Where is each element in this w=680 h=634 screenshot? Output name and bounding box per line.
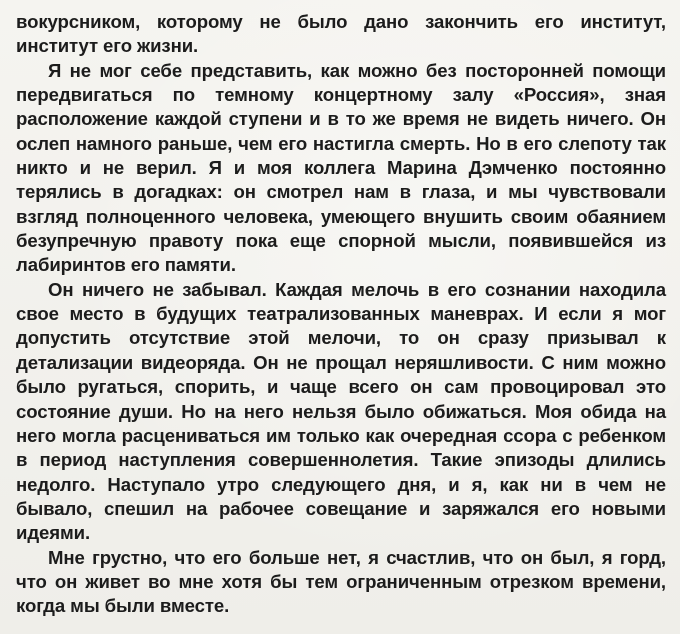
paragraph-sad-happy-proud: Мне грустно, что его больше нет, я счастлив, что он был, я горд, что он живет во мне хотя бы тем ограниченным отрезком времени, когда мы были вместе. [16,546,666,617]
paragraph-never-forgot: Он ничего не забывал. Каждая мелочь в его сознании находила свое место в будущих театрализованных маневрах. И если я мог допустить отсутствие этой мелочи, то он сразу призывал к детализации видеоряда. Он не прощал неряшливости. С ним можно было ругаться, спорить, и чаще всего он сам провоцировал это состояние души. Но на него нельзя было обижаться. Моя обида на него могла расцениваться им только как очередная ссора с ребенком в период наступления совершеннолетия. Такие эпизоды длились недолго. Наступало утро следующего дня, и я, как ни в чем не бывало, спешил на рабочее совещание и заряжался его новыми идеями. [16,278,666,544]
paragraph-continuation: вокурсником, которому не было дано закончить его институт, институт его жизни. [16,11,666,57]
body-text [16,10,666,619]
paragraph-russia-hall: Я не мог себе представить, как можно без посторонней помощи передвигаться по темному концертному залу «Россия», зная расположение каждой ступени и в то же время не видеть ничего. Он ослеп намного раньше, чем его настигла смерть. Но в его слепоту так никто и не верил. Я и моя коллега Марина Дэмченко постоянно терялись в догадках: он смотрел нам в глаза, и мы чувствовали взгляд полноценного человека, умеющего внушить своим обаянием безупречную правоту пока еще спорной мысли, появившейся из лабиринтов его памяти. [16,59,666,276]
